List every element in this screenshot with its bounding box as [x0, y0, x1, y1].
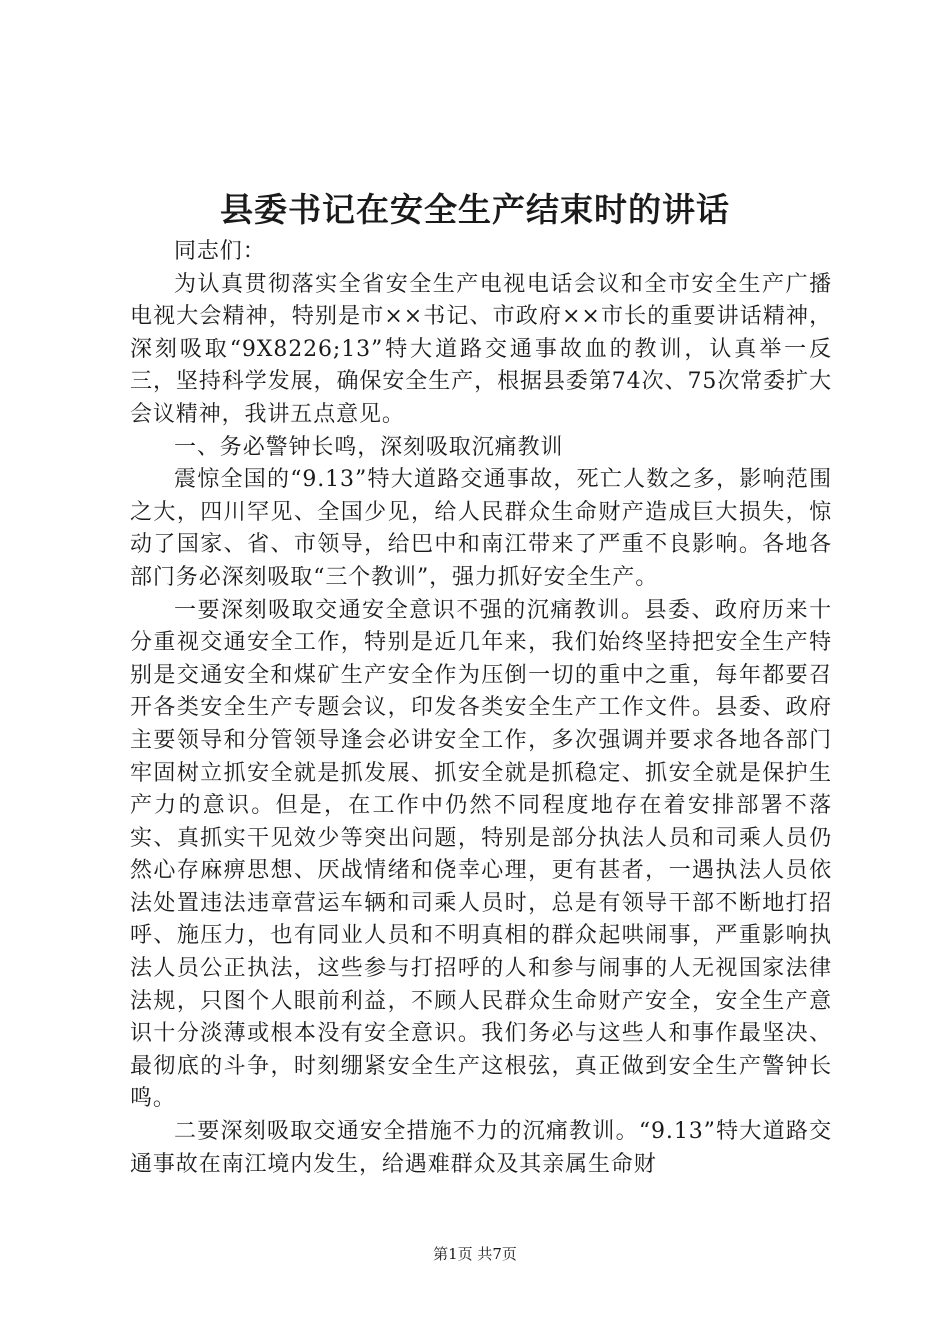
document-body: [130, 236, 832, 1181]
section-heading-1: 一、务必警钟长鸣，深刻吸取沉痛教训: [174, 434, 564, 460]
paragraph-intro: 为认真贯彻落实全省安全生产电视电话会议和全市安全生产广播电视大会精神，特别是市××书记、市政府××市长的重要讲话精神，深刻吸取“9X8226;13”特大道路交通事故血的教训，认真举一反三，坚持科学发展，确保安全生产，根据县委第74次、75次常委扩大会议精神，我讲五点意见。: [130, 271, 832, 427]
page-footer: 第1页 共7页: [433, 1245, 517, 1263]
salutation: 同志们：: [174, 239, 266, 264]
paragraph-lesson-1: 一要深刻吸取交通安全意识不强的沉痛教训。县委、政府历来十分重视交通安全工作，特别是近几年来，我们始终坚持把安全生产特别是交通安全和煤矿生产安全作为压倒一切的重中之重，每年都要召开各类安全生产专题会议，印发各类安全生产工作文件。县委、政府主要领导和分管领导逢会必讲安全工作，多次强调并要求各地各部门牢固树立抓安全就是抓发展、抓安全就是抓稳定、抓安全就是保护生产力的意识。但是，在工作中仍然不同程度地存在着安排部署不落实、真抓实干见效少等突出问题，特别是部分执法人员和司乘人员仍然心存麻痹思想、厌战情绪和侥幸心理，更有甚者，一遇执法人员依法处置违法违章营运车辆和司乘人员时，总是有领导干部不断地打招呼、施压力，也有同业人员和不明真相的群众起哄闹事，严重影响执法人员公正执法，这些参与打招呼的人和参与闹事的人无视国家法律法规，只图个人眼前利益，不顾人民群众生命财产安全，安全生产意识十分淡薄或根本没有安全意识。我们务必与这些人和事作最坚决、最彻底的斗争，时刻绷紧安全生产这根弦，真正做到安全生产警钟长鸣。: [130, 597, 832, 1112]
paragraph-lesson-2: 二要深刻吸取交通安全措施不力的沉痛教训。“9.13”特大道路交通事故在南江境内发生，给遇难群众及其亲属生命财: [130, 1119, 832, 1177]
paragraph-section-1: 震惊全国的“9.13”特大道路交通事故，死亡人数之多，影响范围之大，四川罕见、全国少见，给人民群众生命财产造成巨大损失，惊动了国家、省、市领导，给巴中和南江带来了严重不良影响。各地各部门务必深刻吸取“三个教训”，强力抓好安全生产。: [130, 467, 832, 590]
document-title: 县委书记在安全生产结束时的讲话: [220, 190, 730, 229]
